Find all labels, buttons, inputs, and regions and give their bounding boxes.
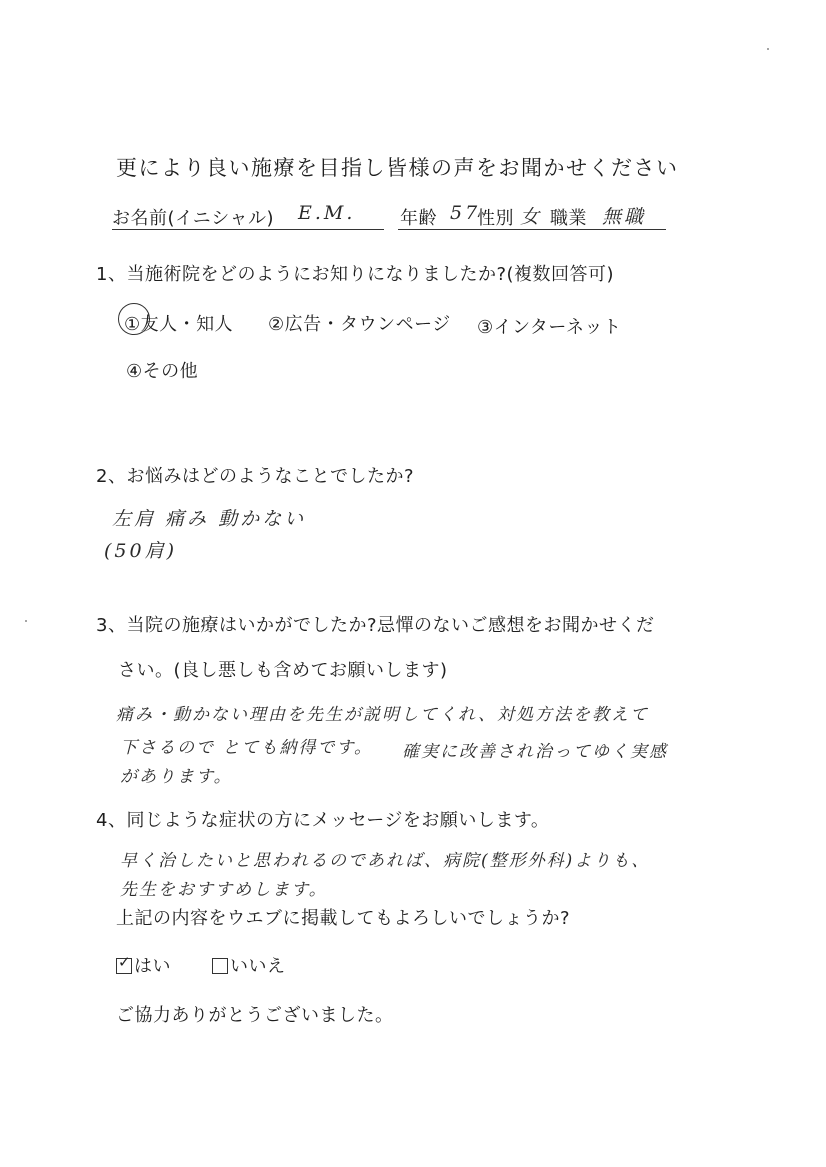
- q3-answer-line-2: 下さるので とても納得です。: [120, 738, 374, 758]
- age-label: 年齢: [400, 208, 437, 229]
- name-label: お名前(イニシャル): [112, 208, 274, 229]
- no-label: いいえ: [230, 956, 286, 977]
- gender-label: 性別: [477, 208, 514, 229]
- q1-question: 1、当施術院をどのようにお知りになりましたか?(複数回答可): [96, 264, 615, 285]
- gender-value: 女: [520, 206, 543, 228]
- q3-question-line-2: さい。(良し悪しも含めてお願いします): [118, 660, 448, 681]
- thanks-message: ご協力ありがとうございました。: [116, 1005, 394, 1026]
- consent-no-option[interactable]: [212, 952, 286, 978]
- job-label: 職業: [550, 208, 587, 229]
- q4-question: 4、同じような症状の方にメッセージをお願いします。: [96, 810, 550, 831]
- q3-answer-line-4: があります。: [120, 767, 233, 787]
- scan-speck: [767, 48, 769, 50]
- scan-speck: [25, 620, 27, 622]
- q3-answer-line-1: 痛み・動かない理由を先生が説明してくれ、対処方法を教えて: [116, 705, 650, 725]
- no-checkbox[interactable]: [212, 958, 228, 974]
- yes-checkbox[interactable]: [116, 953, 132, 974]
- q2-question: 2、お悩みはどのようなことでしたか?: [96, 466, 415, 487]
- name-value: E.M.: [298, 202, 356, 224]
- q1-option-internet: ③インターネット: [477, 317, 622, 338]
- q2-answer-line-2: (50肩): [104, 540, 178, 562]
- job-value: 無職: [602, 206, 647, 228]
- q1-option-friend: ①友人・知人: [124, 314, 234, 335]
- q4-answer-line-1: 早く治したいと思われるのであれば、病院(整形外科)よりも、: [120, 851, 651, 871]
- consent-question: 上記の内容をウエブに掲載してもよろしいでしょうか?: [116, 908, 571, 929]
- profile-underline: [398, 229, 666, 230]
- q1-option-ad: ②広告・タウンページ: [268, 314, 451, 335]
- name-underline: [112, 229, 384, 230]
- q4-answer-line-2: 先生をおすすめします。: [120, 880, 328, 900]
- age-value: 57: [450, 202, 481, 224]
- q2-answer-line-1: 左肩 痛み 動かない: [112, 508, 307, 530]
- check-mark-icon: ✓: [118, 953, 132, 971]
- q3-answer-line-3: 確実に改善され治ってゆく実感: [402, 742, 668, 762]
- yes-label: はい: [134, 956, 171, 977]
- q3-question-line-1: 3、当院の施療はいかがでしたか?忌憚のないご感想をお聞かせくだ: [96, 615, 655, 636]
- q1-option-other: ④その他: [126, 361, 199, 382]
- survey-title: 更により良い施療を目指し皆様の声をお聞かせください: [116, 156, 679, 180]
- consent-yes-option[interactable]: [116, 952, 171, 978]
